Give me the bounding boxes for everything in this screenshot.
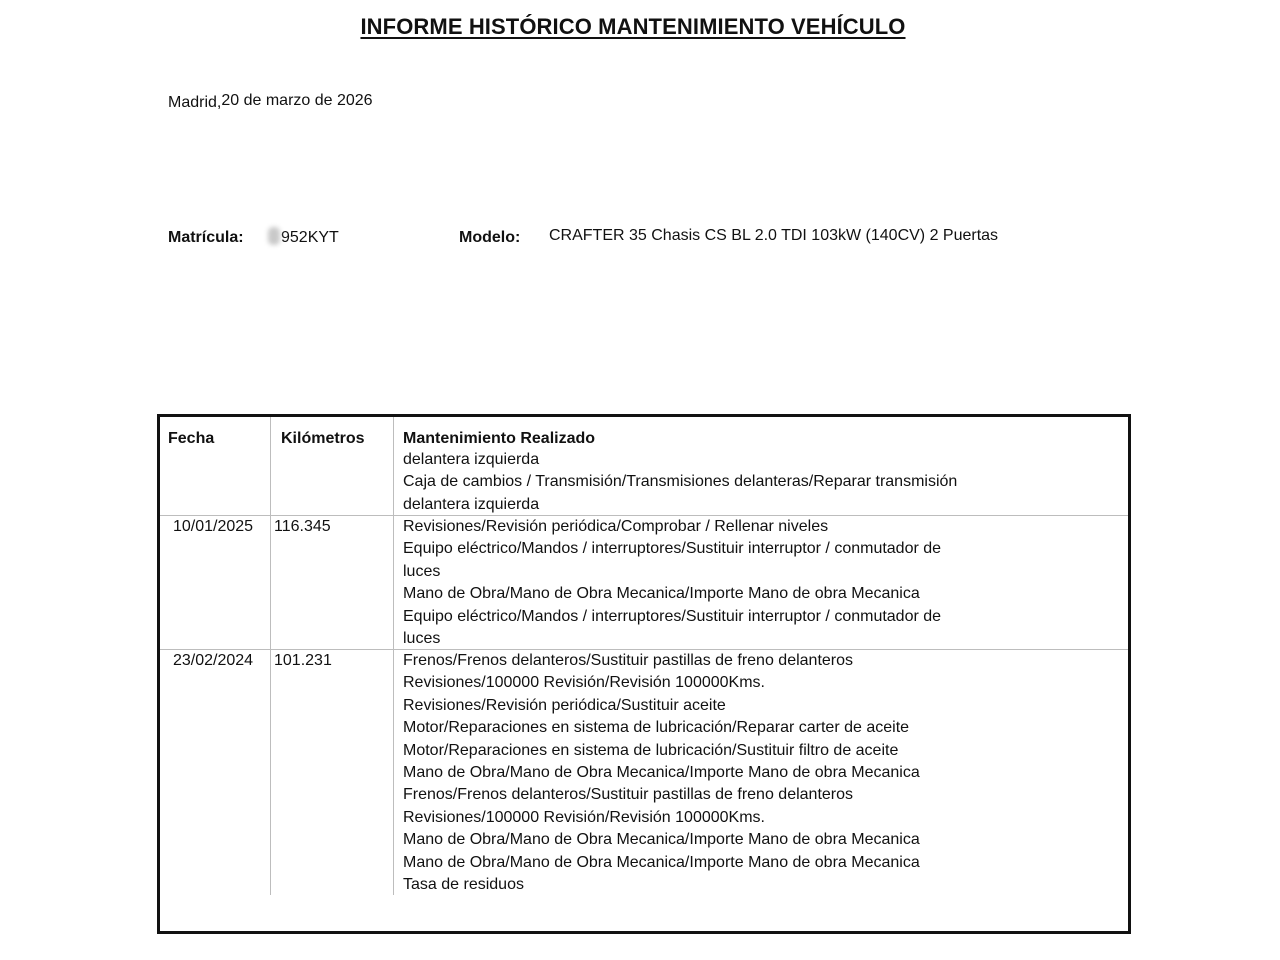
model-label: Modelo: — [459, 229, 521, 246]
maintenance-line: Mano de Obra/Mano de Obra Mecanica/Importe Mano de obra Mecanica — [403, 585, 920, 603]
maintenance-line: Equipo eléctrico/Mandos / interruptores/Sustituir interruptor / conmutador de — [403, 540, 942, 558]
maintenance-line: luces — [403, 630, 441, 648]
row-date: 10/01/2025 — [173, 518, 254, 535]
row-maintenance — [403, 516, 941, 650]
place-date — [168, 92, 373, 110]
maintenance-line: Caja de cambios / Transmisión/Transmisiones delanteras/Reparar transmisión — [403, 473, 958, 491]
model-value: CRAFTER 35 Chasis CS BL 2.0 TDI 103kW (140CV) 2 Puertas — [549, 227, 999, 244]
place: Madrid, — [168, 94, 222, 111]
row-date: 23/02/2024 — [173, 652, 254, 669]
report-date: 20 de marzo de 2026 — [221, 92, 373, 109]
continuation-block — [403, 449, 957, 516]
redaction-blur — [268, 227, 280, 245]
header-date: Fecha — [168, 430, 215, 447]
maintenance-line: Motor/Reparaciones en sistema de lubricación/Sustituir filtro de aceite — [403, 741, 899, 759]
plate-value: 952KYT — [281, 229, 339, 246]
maintenance-line: Frenos/Frenos delanteros/Sustituir pastillas de freno delanteros — [403, 786, 854, 804]
maintenance-line: Revisiones/100000 Revisión/Revisión 100000Kms. — [403, 808, 765, 826]
maintenance-line: Equipo eléctrico/Mandos / interruptores/Sustituir interruptor / conmutador de — [403, 607, 942, 625]
maintenance-line: Frenos/Frenos delanteros/Sustituir pastillas de freno delanteros — [403, 652, 854, 669]
column-divider — [270, 417, 271, 895]
maintenance-line: delantera izquierda — [403, 495, 540, 513]
maintenance-line: Revisiones/100000 Revisión/Revisión 100000Kms. — [403, 674, 765, 692]
maintenance-line: luces — [403, 562, 441, 580]
row-km: 101.231 — [274, 652, 332, 669]
maintenance-line: Tasa de residuos — [403, 876, 524, 894]
row-maintenance — [403, 650, 920, 896]
maintenance-line: delantera izquierda — [403, 451, 540, 468]
maintenance-line: Motor/Reparaciones en sistema de lubricación/Reparar carter de aceite — [403, 719, 910, 737]
plate-label: Matrícula: — [168, 229, 244, 246]
maintenance-line: Mano de Obra/Mano de Obra Mecanica/Importe Mano de obra Mecanica — [403, 831, 920, 849]
maintenance-line: Mano de Obra/Mano de Obra Mecanica/Importe Mano de obra Mecanica — [403, 853, 920, 871]
row-km: 116.345 — [274, 518, 331, 535]
maintenance-history-table — [157, 414, 1131, 934]
maintenance-line: Revisiones/Revisión periódica/Sustituir aceite — [403, 696, 726, 714]
maintenance-line: Mano de Obra/Mano de Obra Mecanica/Importe Mano de obra Mecanica — [403, 764, 920, 782]
column-divider — [393, 417, 394, 895]
header-maintenance: Mantenimiento Realizado — [403, 430, 596, 447]
maintenance-line: Revisiones/Revisión periódica/Comprobar / Rellenar niveles — [403, 518, 829, 535]
header-km: Kilómetros — [281, 430, 365, 447]
plate-field — [268, 227, 339, 247]
report-title: INFORME HISTÓRICO MANTENIMIENTO VEHÍCULO — [360, 14, 906, 39]
